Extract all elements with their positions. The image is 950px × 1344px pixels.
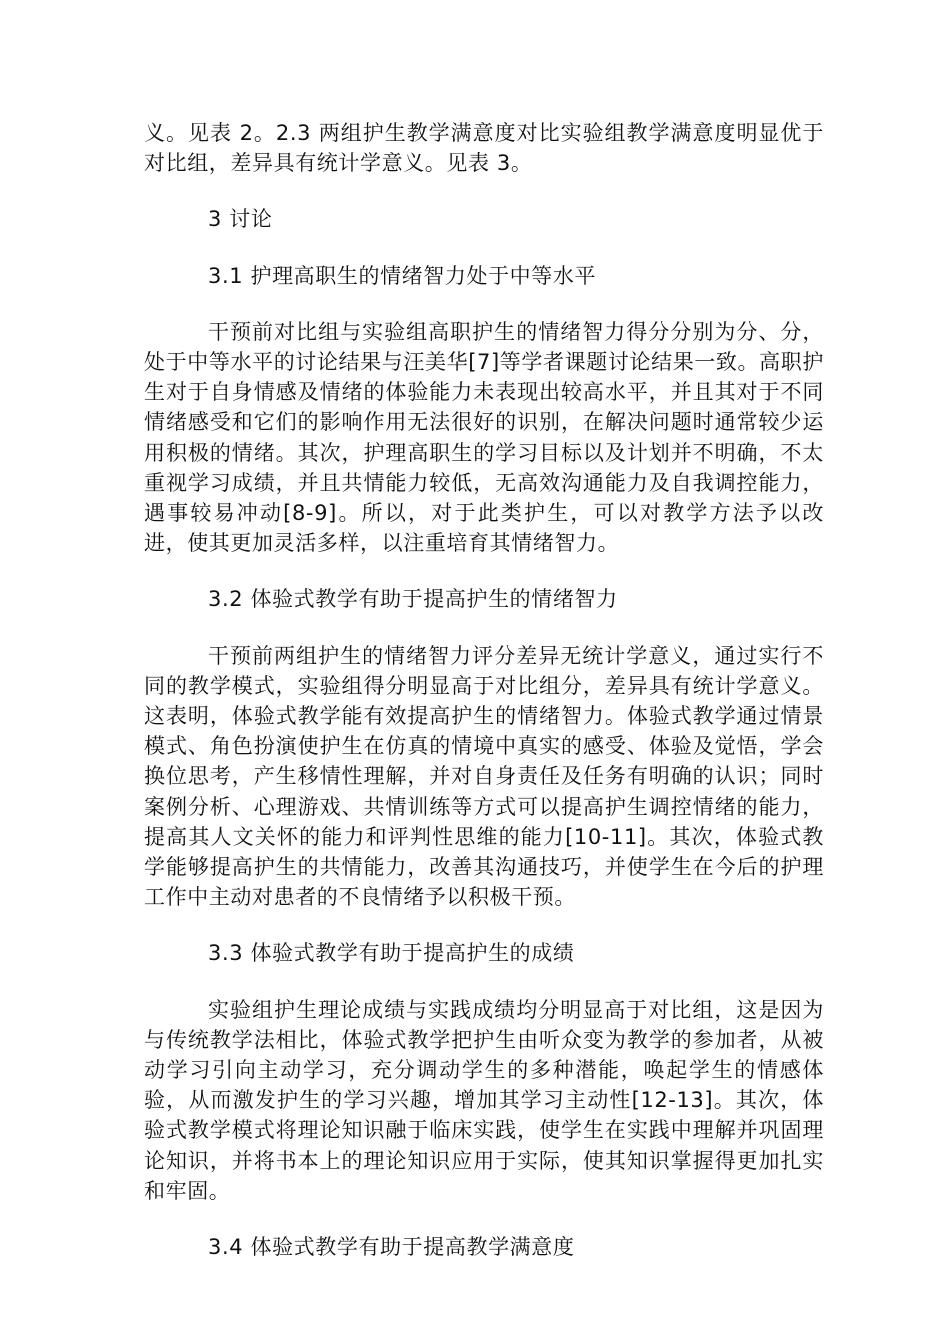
- subsection-heading-3-3: 3.3 体验式教学有助于提高护生的成绩: [208, 941, 575, 966]
- subsection-heading-3-2: 3.2 体验式教学有助于提高护生的情绪智力: [208, 587, 618, 612]
- section-heading-discussion: 3 讨论: [208, 207, 273, 232]
- paragraph-3-2-body: 干预前两组护生的情绪智力评分差异无统计学意义，通过实行不同的教学模式，实验组得分明显高于对比组分，差异具有统计学意义。这表明，体验式教学能有效提高护生的情绪智力。体验式教学通过情景模式、角色扮演使护生在仿真的情境中真实的感受、体验及觉悟，学会换位思考，产生移情性理解，并对自身责任及任务有明确的认识；同时案例分析、心理游戏、共情训练等方式可以提高护生调控情绪的能力，提高其人文关怀的能力和评判性思维的能力[10-11]。其次，体验式教学能够提高护生的共情能力，改善其沟通技巧，并使学生在今后的护理工作中主动对患者的不良情绪予以积极干预。: [144, 643, 824, 910]
- paragraph-results-continuation: 义。见表 2。2.3 两组护生教学满意度对比实验组教学满意度明显优于对比组，差异具有统计学意义。见表 3。: [144, 121, 824, 176]
- subsection-heading-3-1: 3.1 护理高职生的情绪智力处于中等水平: [208, 263, 597, 288]
- paragraph-3-1-body: 干预前对比组与实验组高职护生的情绪智力得分分别为分、分，处于中等水平的讨论结果与汪美华[7]等学者课题讨论结果一致。高职护生对于自身情感及情绪的体验能力未表现出较高水平，并且其对于不同情绪感受和它们的影响作用无法很好的识别，在解决问题时通常较少运用积极的情绪。其次，护理高职生的学习目标以及计划并不明确，不太重视学习成绩，并且共情能力较低，无高效沟通能力及自我调控能力，遇事较易冲动[8-9]。所以，对于此类护生，可以对教学方法予以改进，使其更加灵活多样，以注重培育其情绪智力。: [144, 319, 824, 556]
- paragraph-3-3-body: 实验组护生理论成绩与实践成绩均分明显高于对比组，这是因为与传统教学法相比，体验式教学把护生由听众变为教学的参加者，从被动学习引向主动学习，充分调动学生的多种潜能，唤起学生的情感体验，从而激发护生的学习兴趣，增加其学习主动性[12-13]。其次，体验式教学模式将理论知识融于临床实践，使学生在实践中理解并巩固理论知识，并将书本上的理论知识应用于实际，使其知识掌握得更加扎实和牢固。: [144, 997, 824, 1203]
- subsection-heading-3-4: 3.4 体验式教学有助于提高教学满意度: [208, 1235, 575, 1260]
- document-page: [144, 118, 824, 1262]
